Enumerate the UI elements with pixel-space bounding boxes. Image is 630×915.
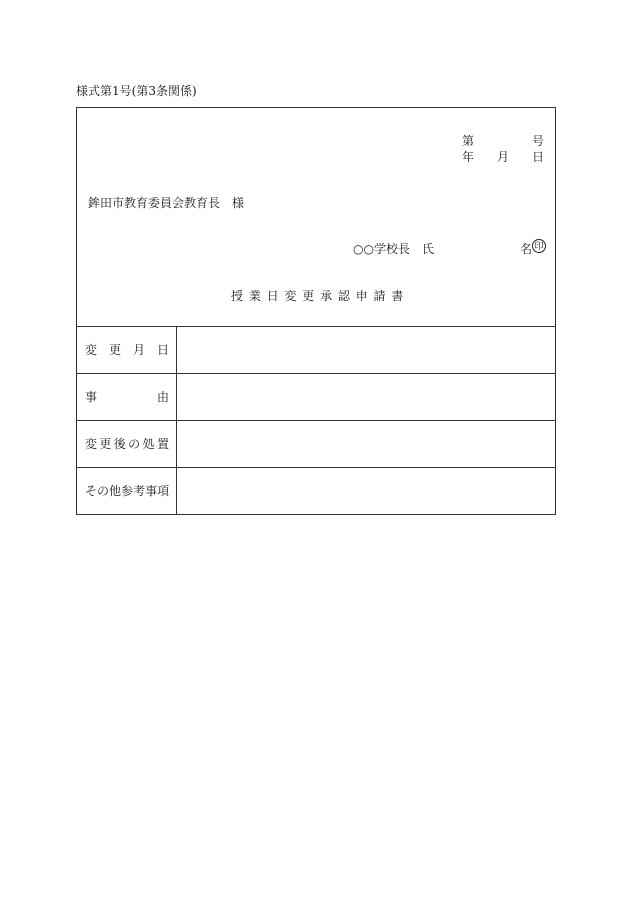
document-title: 授 業 日 変 更 承 認 申 請 書 [231,289,405,303]
change-date-field[interactable] [177,327,554,373]
applicant-title: ○○学校長 氏 [353,242,434,256]
form-header [77,108,555,326]
table-row-post-change-measures [77,420,555,467]
date-month: 月 [497,150,510,164]
row-label-cell [77,327,177,373]
row-label-cell [77,374,177,420]
row-label: そ の 他 参 考 事 項 [85,484,170,498]
row-label: 変 更 月 日 [85,343,169,357]
post-change-measures-field[interactable] [177,421,554,467]
date-day: 日 [532,150,545,164]
number-prefix: 第 [462,134,475,148]
reason-field[interactable] [177,374,554,420]
form-number: 様式第1号(第3条関係) [76,84,197,98]
application-form [76,107,556,515]
table-row-change-date [77,326,555,373]
number-suffix: 号 [532,134,545,148]
row-label-cell [77,468,177,514]
row-label-cell [77,421,177,467]
table-row-reason [77,373,555,420]
other-notes-field[interactable] [177,468,554,514]
row-label: 変 更 後 の 処 置 [85,437,169,451]
addressee: 鉾田市教育委員会教育長 様 [88,196,245,210]
applicant-name-suffix: 名 [520,242,533,256]
row-label: 事 由 [85,390,169,404]
date-year: 年 [462,150,475,164]
details-table [77,326,555,514]
seal-stamp-icon: 印 [532,239,546,253]
table-row-other-notes [77,467,555,514]
